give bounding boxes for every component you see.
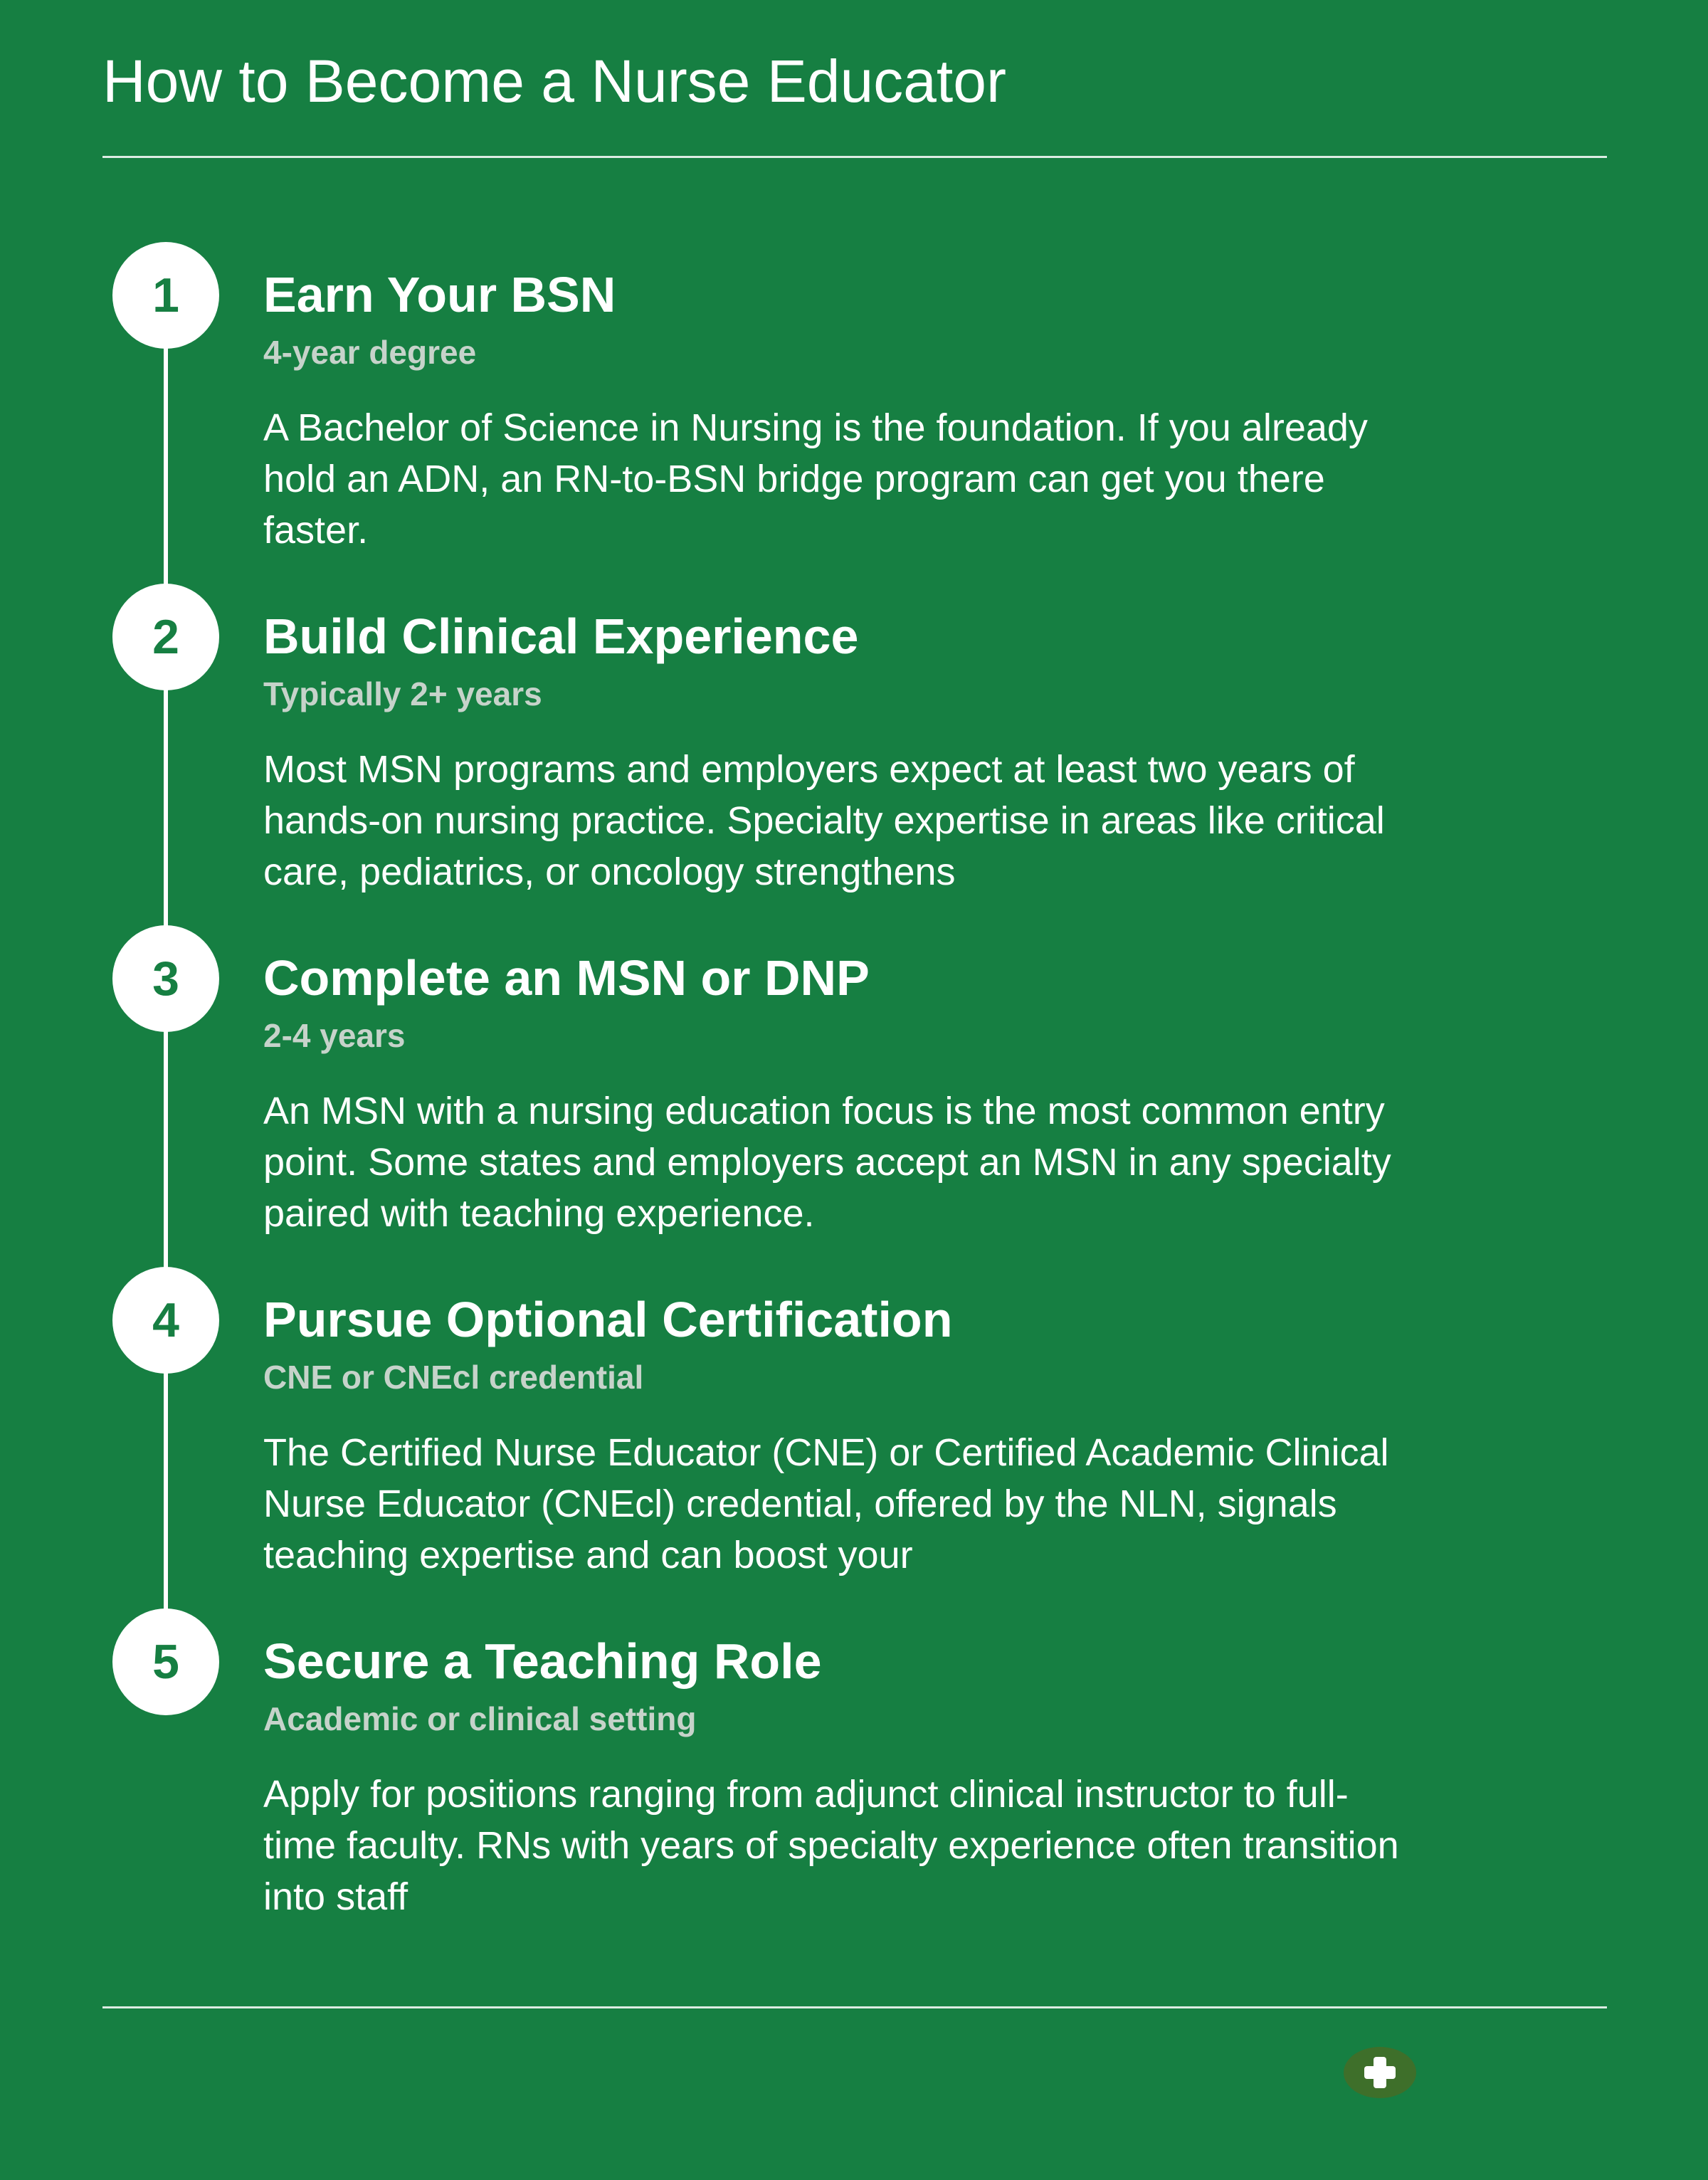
step-description: An MSN with a nursing education focus is the most common entry point. Some states and employers accept an MSN in any specialty paired with teaching experience. bbox=[263, 1090, 1391, 1235]
header-divider bbox=[102, 156, 1607, 158]
step-title: Pursue Optional Certification bbox=[263, 1292, 953, 1347]
step-number-badge: 2 bbox=[112, 584, 219, 690]
step-title: Secure a Teaching Role bbox=[263, 1633, 822, 1689]
step-number-badge: 3 bbox=[112, 925, 219, 1032]
step-description: The Certified Nurse Educator (CNE) or Certified Academic Clinical Nurse Educator (CNEcl) credential, offered by the NLN, signals teaching expertise and can boost your bbox=[263, 1431, 1389, 1576]
step-title: Earn Your BSN bbox=[263, 267, 616, 322]
step-description: Most MSN programs and employers expect at least two years of hands-on nursing practice. Specialty expertise in areas like critical care, pediatrics, or oncology strengthens bbox=[263, 748, 1385, 893]
step-duration: 4-year degree bbox=[263, 334, 477, 371]
page-title: How to Become a Nurse Educator bbox=[102, 48, 1006, 115]
step-duration: Academic or clinical setting bbox=[263, 1700, 697, 1737]
step-duration: CNE or CNEcl credential bbox=[263, 1359, 644, 1396]
step-number-badge: 4 bbox=[112, 1267, 219, 1374]
step-title: Complete an MSN or DNP bbox=[263, 950, 870, 1006]
step-title: Build Clinical Experience bbox=[263, 609, 859, 664]
step-number-badge: 5 bbox=[112, 1608, 219, 1715]
step-description: A Bachelor of Science in Nursing is the foundation. If you already hold an ADN, an RN-to-BSN bridge program can get you there faster. bbox=[263, 406, 1368, 552]
step-duration: 2-4 years bbox=[263, 1017, 406, 1054]
step-description: Apply for positions ranging from adjunct clinical instructor to full-time faculty. RNs with years of specialty experience often transition into staff bbox=[263, 1773, 1399, 1918]
step-duration: Typically 2+ years bbox=[263, 675, 542, 712]
step-number-badge: 1 bbox=[112, 242, 219, 349]
medical-cross-icon bbox=[1344, 2047, 1416, 2098]
footer-divider bbox=[102, 2006, 1607, 2008]
